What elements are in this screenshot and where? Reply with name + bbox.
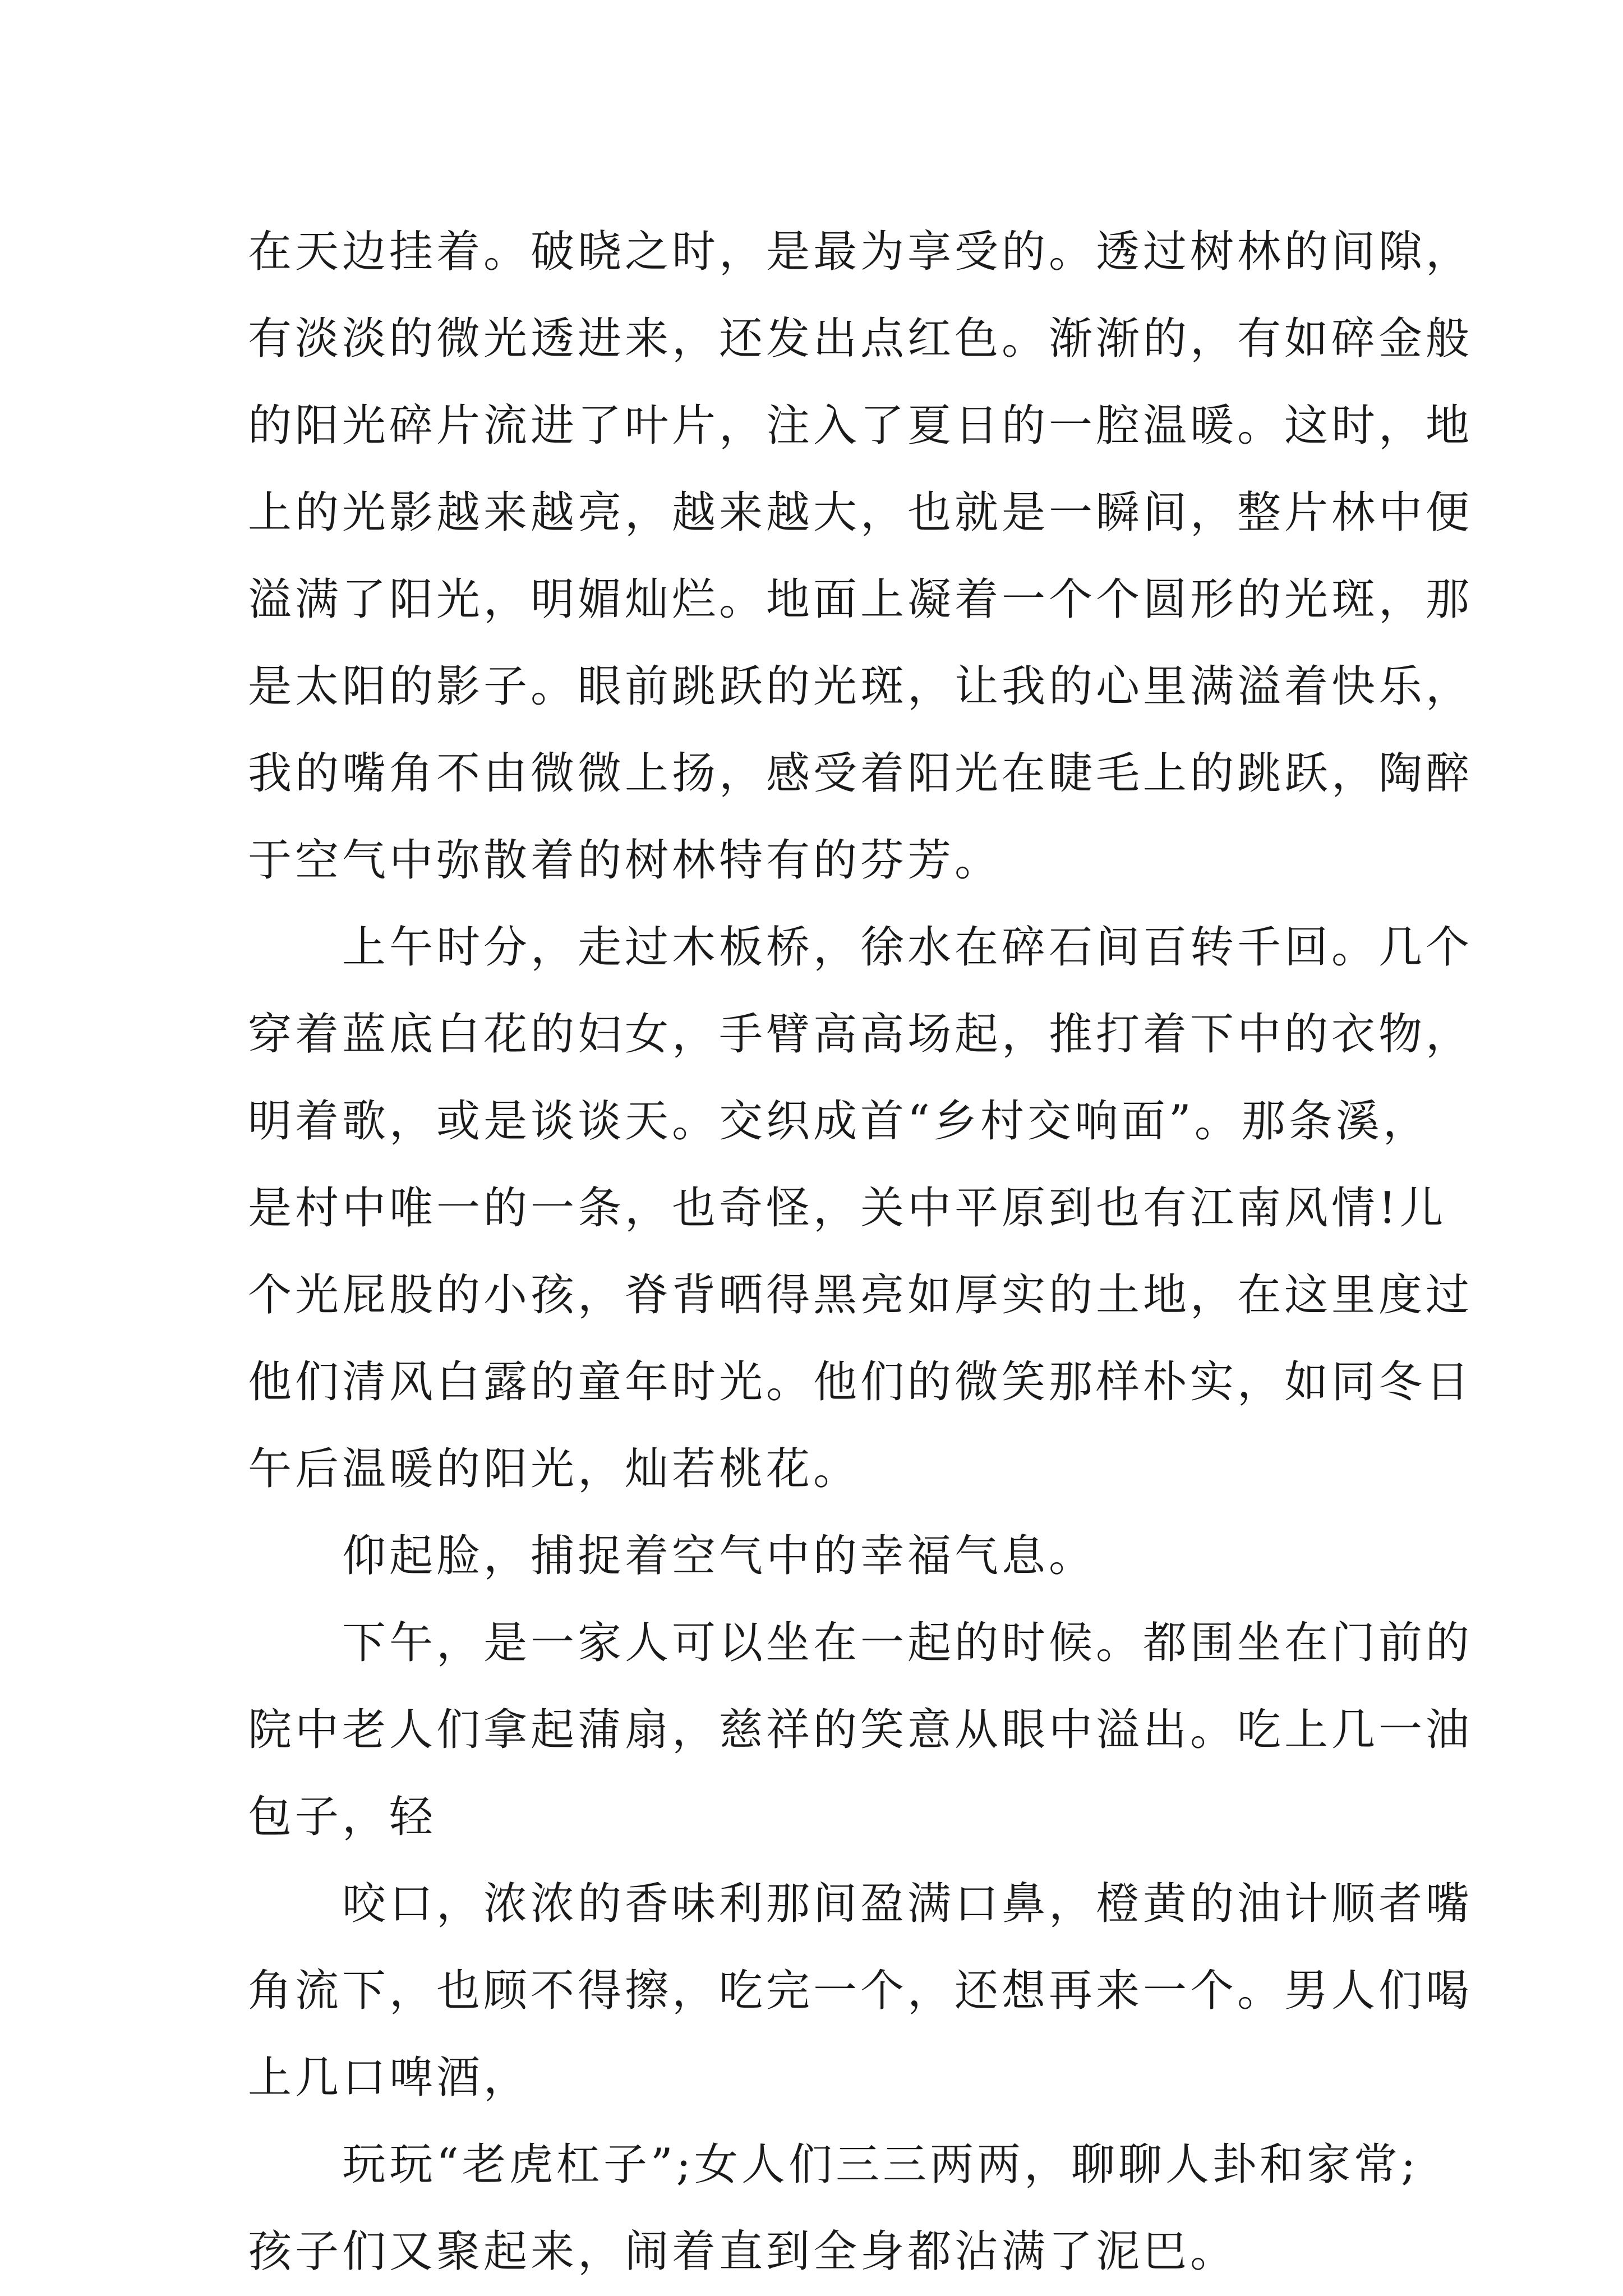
text-line: 是村中唯一的一条，也奇怪，关中平原到也有江南风情!儿 <box>248 1183 1447 1234</box>
text-line: 于空气中弥散着的树林特有的芬芳。 <box>248 835 1002 886</box>
paragraph-3 <box>248 1513 1392 1600</box>
text-line: 我的嘴角不由微微上扬，感受着阳光在睫毛上的跳跃，陶醉 <box>248 748 1473 799</box>
paragraph-1 <box>248 209 1473 904</box>
text-line: 仰起脸，捕捉着空气中的幸福气息。 <box>342 1531 1096 1581</box>
text-line: 个光屁股的小孩，脊背晒得黑亮如厚实的土地，在这里度过 <box>248 1270 1473 1320</box>
text-line: 他们清风白露的童年时光。他们的微笑那样朴实，如同冬日 <box>248 1357 1473 1407</box>
text-line: 玩玩“老虎杠子”;女人们三三两两，聊聊人卦和家常; <box>342 2139 1419 2190</box>
text-line: 上几口啤酒， <box>248 2053 531 2103</box>
text-line: 上的光影越来越亮，越来越大，也就是一瞬间，整片林中便 <box>248 487 1473 538</box>
text-line: 包子，轻 <box>248 1792 437 1842</box>
text-line: 的阳光碎片流进了叶片，注入了夏日的一腔温暖。这时，地 <box>248 401 1473 451</box>
paragraph-6 <box>248 2122 1419 2295</box>
text-line: 咬口，浓浓的香味利那间盈满口鼻，橙黄的油计顺者嘴 <box>342 1879 1473 1929</box>
text-line: 有淡淡的微光透进来，还发出点红色。渐渐的，有如碎金般 <box>248 314 1473 364</box>
paragraph-2 <box>248 904 1473 1513</box>
text-line: 院中老人们拿起蒲扇，慈祥的笑意从眼中溢出。吃上几一油 <box>248 1705 1473 1755</box>
text-line: 溢满了阳光，明媚灿烂。地面上凝着一个个圆形的光斑，那 <box>248 574 1473 625</box>
text-line: 下午，是一家人可以坐在一起的时候。都围坐在门前的 <box>342 1618 1473 1668</box>
text-line: 明着歌，或是谈谈天。交织成首“乡村交响面”。那条溪， <box>248 1096 1430 1147</box>
text-line: 孩子们又聚起来，闹着直到全身都沾满了泥巴。 <box>248 2226 1238 2277</box>
text-line: 穿着蓝底白花的妇女，手臂高高场起，推打着下中的衣物， <box>248 1009 1473 1060</box>
text-line: 角流下，也顾不得擦，吃完一个，还想再来一个。男人们喝 <box>248 1966 1473 2016</box>
paragraph-5 <box>248 1861 1473 2122</box>
text-line: 在天边挂着。破晓之时，是最为享受的。透过树林的间隙， <box>248 227 1473 277</box>
text-line: 是太阳的影子。眼前跳跃的光斑，让我的心里满溢着快乐， <box>248 661 1473 712</box>
text-line: 上午时分，走过木板桥，徐水在碎石间百转千回。几个 <box>342 922 1473 973</box>
text-line: 午后温暖的阳光，灿若桃花。 <box>248 1444 861 1494</box>
body-text <box>248 209 1473 2295</box>
paragraph-4 <box>248 1600 1473 1861</box>
